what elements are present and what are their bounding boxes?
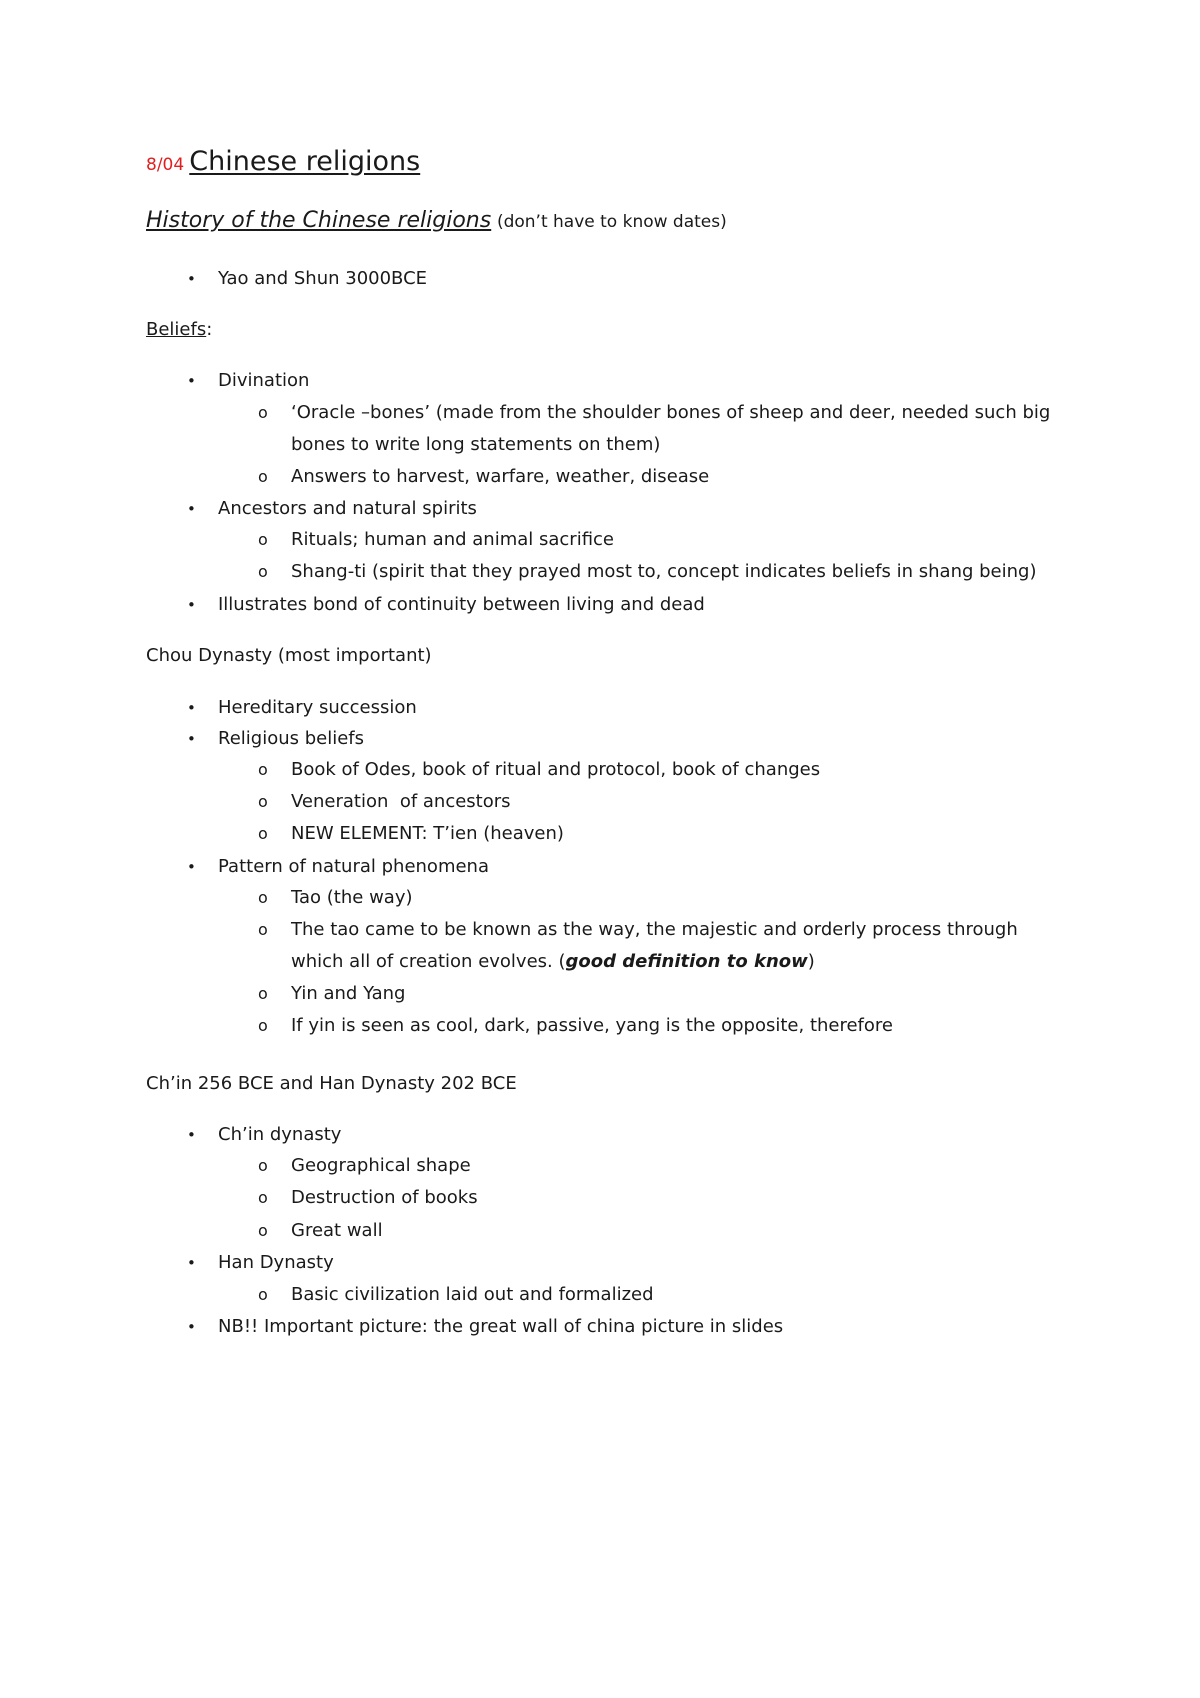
list-item [187, 498, 477, 520]
list-item-text: Illustrates bond of continuity between living and dead [218, 594, 705, 615]
bullet-icon: • [187, 500, 196, 518]
sub-list-item-text: Rituals; human and animal sacrifice [291, 529, 615, 550]
sub-list-item [258, 529, 615, 551]
sub-bullet-icon: o [258, 1285, 268, 1304]
sub-list-item [258, 983, 406, 1005]
emphasis-text: good definition to know [565, 951, 808, 972]
sub-list-item-text: NEW ELEMENT: T’ien (heaven) [291, 823, 564, 844]
sub-list-item-text: Tao (the way) [291, 887, 413, 908]
sub-list-item [258, 919, 1018, 941]
sub-bullet-icon: o [258, 824, 268, 843]
sub-list-item-text: ) [807, 951, 815, 972]
list-item [187, 1316, 784, 1338]
sub-list-item-text: Veneration of ancestors [291, 791, 511, 812]
bullet-icon: • [187, 699, 196, 717]
sub-list-item [258, 1015, 893, 1037]
sub-list-item-text: Book of Odes, book of ritual and protocol, book of changes [291, 759, 821, 780]
list-item-text: Yao and Shun 3000BCE [218, 268, 428, 289]
sub-bullet-icon: o [258, 760, 268, 779]
list-item-text: Divination [218, 370, 310, 391]
sub-list-item-text: Basic civilization laid out and formalized [291, 1284, 654, 1305]
sub-list-item-text: Shang-ti (spirit that they prayed most to, concept indicates beliefs in shang being) [291, 561, 1037, 582]
sub-list-item-text: Geographical shape [291, 1155, 471, 1176]
bullet-icon: • [187, 1126, 196, 1144]
list-item-text: Han Dynasty [218, 1252, 334, 1273]
sub-list-item-text: ‘Oracle –bones’ (made from the shoulder bones of sheep and deer, needed such big [291, 402, 1051, 423]
sub-bullet-icon: o [258, 467, 268, 486]
list-item [187, 268, 428, 290]
bullet-icon: • [187, 270, 196, 288]
list-item-text: Hereditary succession [218, 697, 417, 718]
list-item-text: Religious beliefs [218, 728, 365, 749]
list-item-text: Pattern of natural phenomena [218, 856, 489, 877]
sub-list-item-text: Great wall [291, 1220, 383, 1241]
bullet-icon: • [187, 858, 196, 876]
sub-list-item-continuation [291, 434, 660, 456]
sub-bullet-icon: o [258, 1188, 268, 1207]
sub-list-item-text: which all of creation evolves. ( [291, 951, 566, 972]
sub-bullet-icon: o [258, 562, 268, 581]
sub-bullet-icon: o [258, 530, 268, 549]
list-item [187, 1124, 342, 1146]
chou-heading: Chou Dynasty (most important) [146, 645, 432, 666]
sub-bullet-icon: o [258, 403, 268, 422]
bullet-icon: • [187, 1318, 196, 1336]
sub-list-item [258, 887, 413, 909]
bullet-icon: • [187, 372, 196, 390]
beliefs-heading [146, 319, 212, 341]
sub-bullet-icon: o [258, 1221, 268, 1240]
sub-bullet-icon: o [258, 792, 268, 811]
sub-list-item [258, 1155, 471, 1177]
sub-bullet-icon: o [258, 1016, 268, 1035]
list-item [187, 370, 310, 392]
sub-list-item [258, 1220, 383, 1242]
sub-list-item [258, 561, 1037, 583]
sub-bullet-icon: o [258, 920, 268, 939]
bullet-icon: • [187, 596, 196, 614]
subtitle-text: History of the Chinese religions [146, 208, 492, 233]
sub-list-item [258, 402, 1051, 424]
sub-list-item [258, 759, 821, 781]
title-date: 8/04 [146, 155, 185, 175]
list-item-text: NB!! Important picture: the great wall of china picture in slides [218, 1316, 784, 1337]
list-item [187, 856, 489, 878]
section-subtitle [146, 210, 727, 233]
title-text: Chinese religions [189, 146, 421, 177]
sub-list-item-text: The tao came to be known as the way, the majestic and orderly process through [291, 919, 1018, 940]
sub-list-item-text: Yin and Yang [291, 983, 406, 1004]
sub-list-item [258, 791, 511, 813]
sub-list-item [258, 823, 564, 845]
sub-list-item [258, 466, 710, 488]
list-item [187, 1252, 334, 1274]
list-item [187, 697, 417, 719]
sub-list-item-continuation [291, 951, 815, 973]
bullet-icon: • [187, 730, 196, 748]
list-item-text: Ch’in dynasty [218, 1124, 342, 1145]
sub-bullet-icon: o [258, 888, 268, 907]
list-item [187, 728, 365, 750]
sub-list-item-text: Answers to harvest, warfare, weather, disease [291, 466, 710, 487]
page-title [146, 146, 420, 177]
sub-list-item [258, 1187, 478, 1209]
sub-bullet-icon: o [258, 984, 268, 1003]
sub-list-item-text: bones to write long statements on them) [291, 434, 661, 455]
sub-bullet-icon: o [258, 1156, 268, 1175]
sub-list-item [258, 1284, 654, 1306]
list-item-text: Ancestors and natural spirits [218, 498, 477, 519]
list-item [187, 594, 705, 616]
subtitle-note: (don’t have to know dates) [496, 212, 727, 232]
sub-list-item-text: If yin is seen as cool, dark, passive, yang is the opposite, therefore [291, 1015, 893, 1036]
sub-list-item-text: Destruction of books [291, 1187, 478, 1208]
chin-han-heading: Ch’in 256 BCE and Han Dynasty 202 BCE [146, 1073, 517, 1094]
bullet-icon: • [187, 1254, 196, 1272]
beliefs-heading-text: Beliefs [146, 319, 207, 340]
beliefs-heading-colon: : [206, 319, 213, 340]
